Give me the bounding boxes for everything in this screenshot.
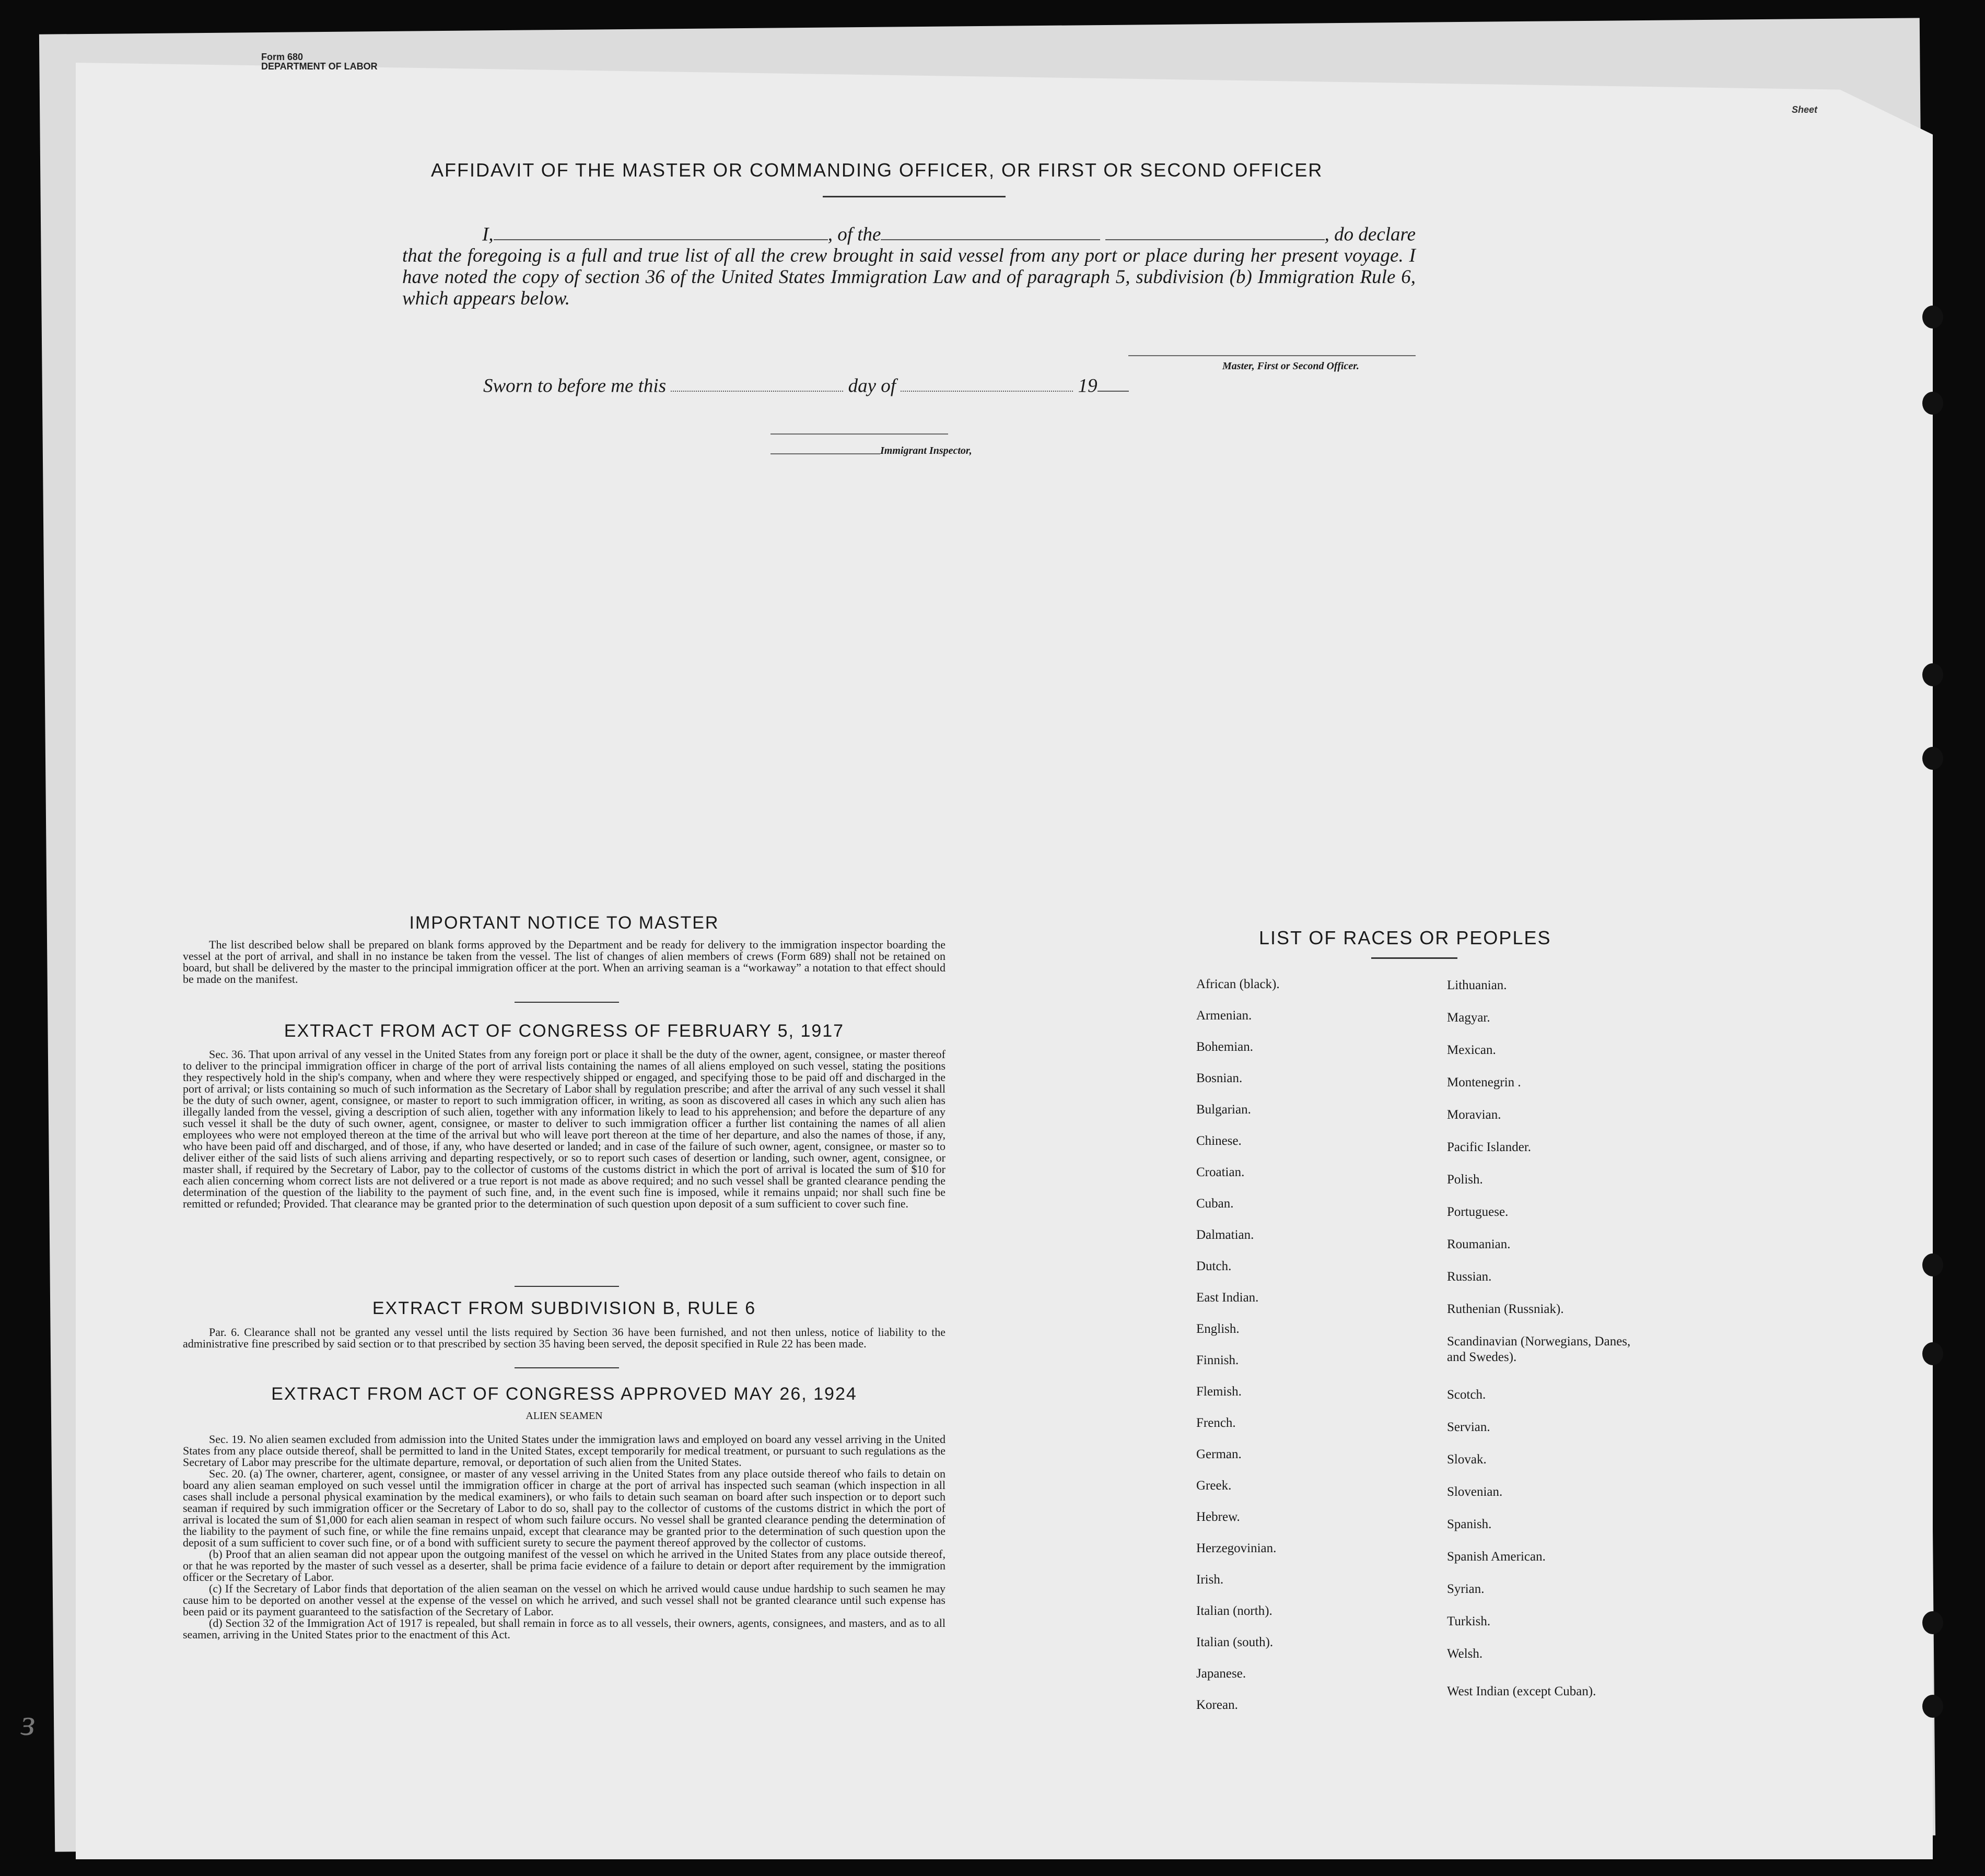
extract-1924-paragraph: (b) Proof that an alien seaman did not appear upon the outgoing manifest of the vessel on which he arrived in the United States from any place outside thereof, or that he was reported by the master of such vessel as a deserter, shall be prima facie evidence of a failure to detain or deport after requirement by the immigration officer or the Secretary of Labor. — [183, 1547, 945, 1584]
race-item: Greek. — [1196, 1479, 1232, 1493]
race-item: Bosnian. — [1196, 1071, 1243, 1085]
section-rule — [515, 1367, 619, 1368]
day-of-text: day of — [848, 375, 896, 397]
race-item: Magyar. — [1447, 1011, 1490, 1025]
affidavit-declaration — [402, 222, 1416, 309]
form-number-header — [261, 52, 378, 71]
race-item: Welsh. — [1447, 1647, 1483, 1661]
race-item: Italian (south). — [1196, 1635, 1274, 1649]
name-field[interactable] — [494, 222, 828, 240]
race-item: Syrian. — [1447, 1582, 1485, 1596]
inspector-label: Immigrant Inspector, — [880, 445, 972, 456]
extract-1917-title: EXTRACT FROM ACT OF CONGRESS OF FEBRUARY 5, 1917 — [284, 1021, 845, 1041]
notice-title: IMPORTANT NOTICE TO MASTER — [409, 913, 719, 933]
section-rule — [515, 1286, 619, 1287]
race-item: Slovak. — [1447, 1452, 1487, 1467]
race-item: Turkish. — [1447, 1614, 1491, 1628]
binder-hole — [1922, 747, 1943, 770]
binder-hole — [1922, 1611, 1943, 1634]
race-item: Spanish. — [1447, 1517, 1492, 1531]
vessel-field-2[interactable] — [1105, 222, 1325, 240]
extract-1924-paragraph: (d) Section 32 of the Immigration Act of 1917 is repealed, but shall remain in force as to all vessels, their owners, agents, consignees, and masters, and as to all seamen, arriving in the United States prior to the enactment of this Act. — [183, 1616, 945, 1641]
inspector-line-1[interactable] — [770, 433, 948, 435]
extract-rule6-title: EXTRACT FROM SUBDIVISION B, RULE 6 — [372, 1298, 756, 1318]
of-the-text: , of the — [827, 224, 881, 245]
binder-hole — [1922, 306, 1943, 329]
title-rule — [823, 196, 1006, 197]
signature-label: Master, First or Second Officer. — [1222, 360, 1359, 372]
race-item: English. — [1196, 1322, 1240, 1336]
race-item: African (black). — [1196, 977, 1280, 991]
race-item: Herzegovinian. — [1196, 1541, 1277, 1555]
binder-hole — [1922, 1695, 1943, 1718]
race-item: Lithuanian. — [1447, 978, 1507, 992]
race-item: Chinese. — [1196, 1134, 1242, 1148]
extract-1924-title: EXTRACT FROM ACT OF CONGRESS APPROVED MAY 26, 1924 — [271, 1384, 857, 1404]
year-prefix: 19 — [1078, 375, 1097, 397]
inspector-line-2[interactable] — [770, 453, 880, 454]
race-item: Croatian. — [1196, 1165, 1245, 1179]
binder-hole — [1922, 1342, 1943, 1365]
race-item: Dutch. — [1196, 1259, 1232, 1273]
extract-1924-paragraph: Sec. 20. (a) The owner, charterer, agent, consignee, or master of any vessel arriving in the United States from any place outside thereof who fails to detain on board any alien seaman employed on such vessel until the immigration officer in charge at the port of arrival has inspected such seaman (which inspection in all cases shall include a personal physical examination by the medical examiners), or who fails to detain such seaman on board after such inspection or to deport such seaman if required by such immigration officer or the Secretary of Labor to do so, shall pay to the collector of customs of the customs district in which the port of arrival is located the sum of $1,000 for each alien seaman in respect of whom such failure occurs. No vessel shall be granted clearance pending the determination of the liability to the payment of such fine, or while the fine remains unpaid, except that clearance may be granted prior to the determination of such question upon the deposit of a sum sufficient to cover such fine, or of a bond with sufficient surety to secure the payment thereof approved by the collector of customs. — [183, 1467, 945, 1549]
sheet-label: Sheet — [1792, 104, 1818, 115]
section-rule — [515, 1002, 619, 1003]
race-item: Irish. — [1196, 1573, 1224, 1587]
race-item: Servian. — [1447, 1420, 1490, 1434]
race-item: Bulgarian. — [1196, 1103, 1251, 1117]
notice-body: The list described below shall be prepared on blank forms approved by the Department and be ready for delivery to the immigration inspector boarding the vessel at the port of arrival, and shall in no instance be taken from the vessel. The list of changes of alien members of crews (Form 689) shall not be retained on board, but shall be delivered by the master to the principal immigration officer at the port. When an arriving seaman is a “workaway” a notation to that effect should be made on the manifest. — [183, 938, 945, 986]
sworn-prefix: Sworn to before me this — [483, 375, 667, 397]
extract-1924-paragraph: Sec. 19. No alien seamen excluded from admission into the United States under the immigration laws and employed on board any vessel arriving in the United States from any place outside thereof, shall be permitted to land in the United States, except temporarily for medical treatment, or pursuant to such regulations as the Secretary of Labor may prescribe for the ultimate departure, removal, or deportation of such alien from the United States. — [183, 1433, 945, 1469]
sworn-line — [483, 373, 1129, 397]
race-item: Scotch. — [1447, 1388, 1486, 1402]
extract-1924-subtitle: ALIEN SEAMEN — [526, 1410, 603, 1422]
race-item: Japanese. — [1196, 1667, 1246, 1681]
races-title: LIST OF RACES OR PEOPLES — [1259, 927, 1551, 948]
race-item: Ruthenian (Russniak). — [1447, 1302, 1564, 1316]
race-item: Moravian. — [1447, 1108, 1501, 1122]
race-item: Pacific Islander. — [1447, 1140, 1532, 1154]
race-item: French. — [1196, 1416, 1236, 1430]
race-item: Cuban. — [1196, 1197, 1234, 1211]
sworn-month-field[interactable] — [901, 373, 1073, 392]
form-number: Form 680 — [261, 52, 303, 62]
extract-1924-body — [183, 1434, 945, 1640]
race-item: Mexican. — [1447, 1043, 1496, 1057]
race-item: German. — [1196, 1447, 1242, 1461]
race-item: Finnish. — [1196, 1353, 1239, 1367]
year-field[interactable] — [1097, 373, 1129, 392]
extract-1917-body: Sec. 36. That upon arrival of any vessel in the United States from any foreign port or place it shall be the duty of the owner, agent, consignee, or master thereof to deliver to the principal immigration officer in charge of the port of arrival lists containing the names of all aliens employed on such vessel, stating the positions they respectively hold in the ship's company, when and where they were respectively shipped or engaged, and specifying those to be paid off and discharged in the port of arrival; or lists containing so much of such information as the Secretary of Labor shall by regulation prescribe; and after the arrival of any such vessel it shall be the duty of such owner, agent, consignee, or master to report to such immigration officer, in writing, as soon as discovered all cases in which any such alien has illegally landed from the vessel, giving a description of such alien, together with any information likely to lead to his apprehension; and before the departure of any such vessel it shall be the duty of such owner, agent, consignee, or master to deliver to such immigration officer a further list containing the names of all alien employees who were not employed thereon at the time of the arrival but who will leave port thereon at the time of her departure, and also the names of those, if any, who have been paid off and discharged, and of those, if any, who have deserted or landed; and in case of the failure of such owner, agent, consignee, or master so to deliver either of the said lists of such aliens arriving and departing respectively, or so to report such cases of desertion or landing, such owner, agent, consignee, or master shall, if required by the Secretary of Labor, pay to the collector of customs of the customs district in which the port of arrival is located the sum of $10 for each alien concerning whom correct lists are not delivered or a true report is not made as above required; and no such vessel shall be granted clearance pending the determination of the question of the liability to the payment of such fine, and, in the event such fine is imposed, while it remains unpaid; nor shall such fine be remitted or refunded; Provided. That clearance may be granted prior to the determination of such question upon deposit of a sum sufficient to cover such fine. — [183, 1048, 945, 1210]
race-item: Dalmatian. — [1196, 1228, 1254, 1242]
declaration-body: that the foregoing is a full and true list of all the crew brought in said vessel from any port or place during her present voyage. I have noted the copy of section 36 of the United States Immigration Law and of paragraph 5, subdivision (b) Immigration Rule 6, which appears below. — [402, 245, 1416, 310]
binder-hole — [1922, 392, 1943, 415]
race-item: Armenian. — [1196, 1009, 1252, 1023]
race-item: Bohemian. — [1196, 1040, 1254, 1054]
race-item: Hebrew. — [1196, 1510, 1240, 1524]
race-item: Montenegrin . — [1447, 1075, 1521, 1089]
signature-line[interactable] — [1128, 355, 1416, 356]
department-name: DEPARTMENT OF LABOR — [261, 61, 378, 72]
vessel-field[interactable] — [881, 222, 1100, 240]
do-declare-text: , do declare — [1324, 224, 1416, 245]
race-item: Italian (north). — [1196, 1604, 1272, 1618]
race-item: Spanish American. — [1447, 1550, 1546, 1564]
race-item: Slovenian. — [1447, 1485, 1503, 1499]
binder-hole — [1922, 663, 1943, 686]
race-item: Flemish. — [1196, 1385, 1242, 1399]
binder-hole — [1922, 1253, 1943, 1276]
sworn-day-field[interactable] — [671, 373, 843, 392]
race-item: Polish. — [1447, 1172, 1483, 1187]
race-item: Roumanian. — [1447, 1237, 1511, 1251]
race-item: Scandinavian (Norwegians, Danes, and Swedes). — [1447, 1334, 1631, 1364]
extract-1924-paragraph: (c) If the Secretary of Labor finds that deportation of the alien seaman on the vessel on which he arrived would cause undue hardship to such seamen he may cause him to be deported on another vessel at the expense of the vessel on which he arrived, and such vessel shall not be granted clearance until such expense has been paid or its payment guaranteed to the satisfaction of the Secretary of Labor. — [183, 1582, 945, 1618]
race-item: Russian. — [1447, 1270, 1492, 1284]
extract-rule6-body: Par. 6. Clearance shall not be granted any vessel until the lists required by Section 36 have been furnished, and not then unless, notice of liability to the administrative fine prescribed by said section or to that prescribed by section 35 having been served, the deposit specified in Rule 22 has been made. — [183, 1326, 945, 1350]
race-item: West Indian (except Cuban). — [1447, 1684, 1596, 1698]
race-item: Korean. — [1196, 1698, 1238, 1712]
race-item: East Indian. — [1196, 1291, 1259, 1305]
affidavit-title: AFFIDAVIT OF THE MASTER OR COMMANDING OFFICER, OR FIRST OR SECOND OFFICER — [431, 159, 1323, 181]
margin-handwriting: ɜ — [21, 1703, 36, 1743]
race-item: Portuguese. — [1447, 1205, 1509, 1219]
races-title-rule — [1371, 957, 1457, 959]
declarant-prefix: I, — [482, 224, 494, 245]
